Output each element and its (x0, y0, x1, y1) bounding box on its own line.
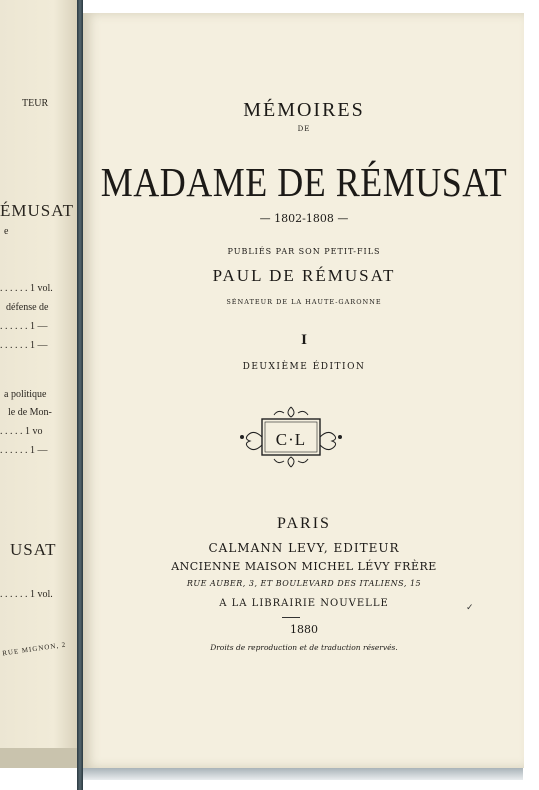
left-page-line: . . . . . . 1 vol. (0, 283, 53, 294)
page-edge (0, 748, 77, 768)
years-range: — 1802-1808 — (259, 212, 349, 225)
left-page-line: TEUR (22, 98, 49, 109)
left-page-line: USAT (10, 540, 57, 559)
left-page-line: . . . . . . 1 vol. (0, 589, 53, 600)
title-page (83, 13, 524, 768)
publisher-monogram: C·L (275, 430, 307, 449)
left-page-line: a politique (4, 389, 47, 400)
left-facing-page (0, 0, 77, 768)
publisher-name: CALMANN LEVY, EDITEUR (208, 541, 400, 555)
left-page-line: . . . . . . 1 — (0, 340, 48, 351)
published-by-line: PUBLIÉS PAR SON PETIT-FILS (227, 247, 381, 256)
left-page-line: RUE MIGNON, 2 (1, 640, 67, 658)
city-label: PARIS (277, 515, 331, 532)
left-page-line: . . . . . 1 vo (0, 426, 43, 437)
de-word: DE (297, 125, 311, 133)
left-page-line: e (4, 226, 9, 237)
book-title: MADAME DE RÉMUSAT (100, 159, 508, 205)
left-page-line: le de Mon- (8, 407, 52, 418)
rights-notice: Droits de reproduction et de traduction réservés. (210, 643, 398, 652)
publication-year: 1880 (290, 623, 318, 636)
divider-rule (282, 617, 300, 618)
pencil-checkmark: ✓ (466, 603, 474, 613)
memoires-heading: MÉMOIRES (243, 99, 365, 121)
page-bottom-edge (83, 768, 523, 780)
volume-number: I (301, 332, 307, 348)
edition-label: DEUXIÈME ÉDITION (242, 362, 366, 372)
former-publisher-name: ANCIENNE MAISON MICHEL LÉVY FRÈRE (171, 560, 437, 573)
author-role: SÉNATEUR DE LA HAUTE-GARONNE (226, 298, 382, 306)
bookshop-line: A LA LIBRAIRIE NOUVELLE (219, 598, 389, 609)
left-page-line: défense de (6, 302, 49, 313)
left-page-line: . . . . . . 1 — (0, 321, 48, 332)
publisher-address: RUE AUBER, 3, ET BOULEVARD DES ITALIENS, 15 (186, 579, 422, 588)
left-page-line: . . . . . . 1 — (0, 445, 48, 456)
left-page-line: ÉMUSAT (0, 201, 75, 220)
author-name: PAUL DE RÉMUSAT (212, 266, 396, 285)
